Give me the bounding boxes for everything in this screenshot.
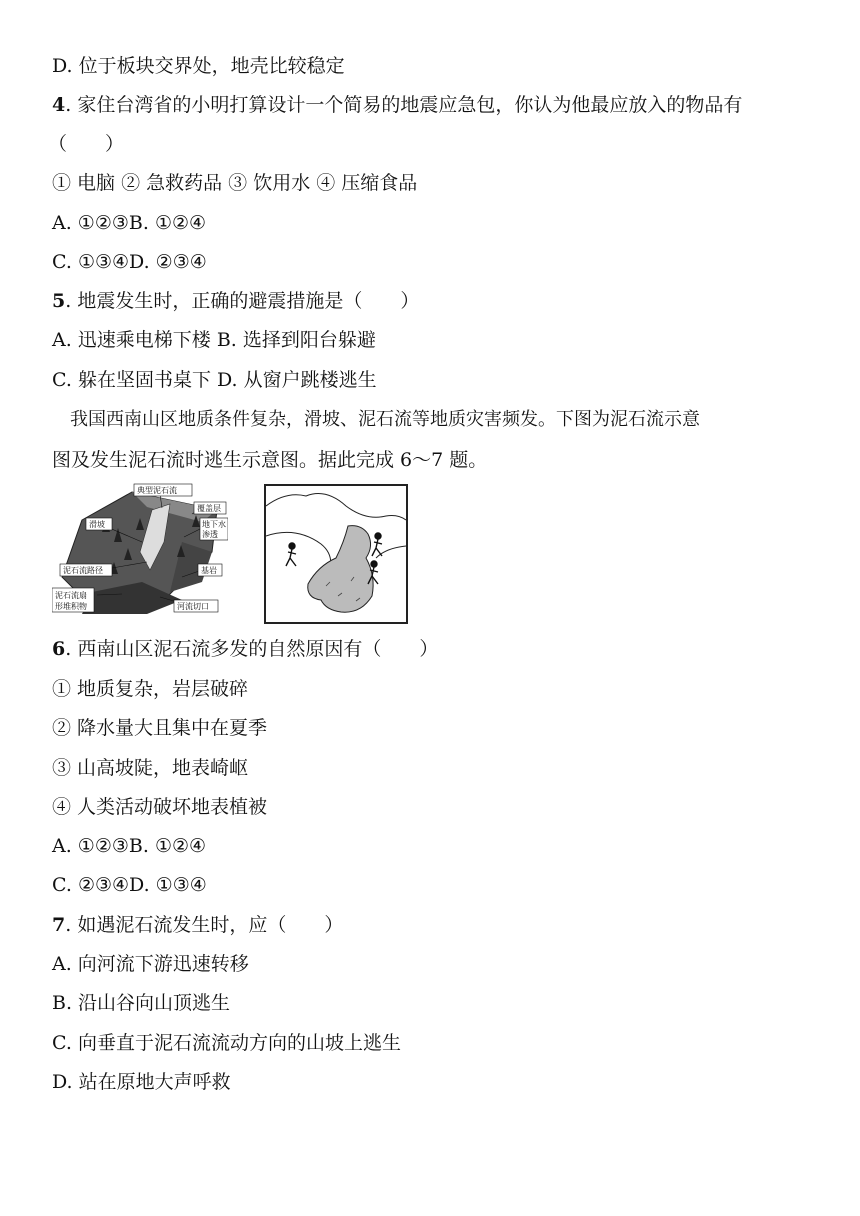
passage-line-2: 图及发生泥石流时逃生示意图。据此完成 6～7 题。 bbox=[52, 449, 488, 471]
question-4-paren: （ ） bbox=[48, 133, 125, 155]
question-7-number: 7 bbox=[52, 914, 66, 936]
question-5-options-cd: C. 躲在坚固书桌下 D. 从窗户跳楼逃生 bbox=[52, 369, 377, 391]
question-7-option-c: C. 向垂直于泥石流流动方向的山坡上逃生 bbox=[52, 1032, 401, 1054]
q3-option-d: D. 位于板块交界处，地壳比较稳定 bbox=[52, 55, 345, 77]
question-6-options-ab: A. ①②③B. ①②④ bbox=[52, 835, 207, 857]
escape-diagram bbox=[264, 484, 408, 624]
question-6-item-1: ① 地质复杂，岩层破碎 bbox=[52, 678, 249, 700]
question-6-options-cd: C. ②③④D. ①③④ bbox=[52, 874, 207, 896]
question-4-stem bbox=[52, 93, 742, 117]
question-6-item-2: ② 降水量大且集中在夏季 bbox=[52, 717, 268, 739]
question-6-item-3: ③ 山高坡陡，地表崎岖 bbox=[52, 757, 249, 779]
debris-flow-diagram bbox=[52, 482, 228, 622]
question-5-text: . 地震发生时，正确的避震措施是（ ） bbox=[65, 290, 420, 312]
question-7-stem bbox=[52, 913, 343, 937]
question-7-option-a: A. 向河流下游迅速转移 bbox=[52, 953, 249, 975]
label-groundwater-2: 渗透 bbox=[202, 530, 218, 539]
label-typical-debris-flow: 典型泥石流 bbox=[137, 486, 177, 495]
label-fan-2: 形堆积物 bbox=[55, 602, 87, 611]
question-5-options-ab: A. 迅速乘电梯下楼 B. 选择到阳台躲避 bbox=[52, 329, 376, 351]
question-7-option-d: D. 站在原地大声呼救 bbox=[52, 1071, 231, 1093]
label-debris-path: 泥石流路径 bbox=[63, 566, 103, 575]
question-4-number: 4 bbox=[52, 94, 66, 116]
label-river-incision: 河流切口 bbox=[177, 602, 209, 611]
label-landslide: 滑坡 bbox=[89, 520, 105, 529]
question-6-number: 6 bbox=[52, 638, 66, 660]
question-5-number: 5 bbox=[52, 290, 66, 312]
debris-flow-diagram-svg bbox=[52, 482, 228, 622]
question-4-items: ① 电脑 ② 急救药品 ③ 饮用水 ④ 压缩食品 bbox=[52, 172, 418, 194]
question-6-item-4: ④ 人类活动破坏地表植被 bbox=[52, 796, 268, 818]
question-6-stem bbox=[52, 637, 438, 661]
question-6-text: . 西南山区泥石流多发的自然原因有（ ） bbox=[65, 638, 439, 660]
question-4-options-ab: A. ①②③B. ①②④ bbox=[52, 212, 207, 234]
question-7-option-b: B. 沿山谷向山顶逃生 bbox=[52, 992, 231, 1014]
label-cover-layer: 覆盖层 bbox=[197, 504, 221, 513]
label-bedrock: 基岩 bbox=[201, 566, 217, 575]
question-4-options-cd: C. ①③④D. ②③④ bbox=[52, 251, 207, 273]
question-7-text: . 如遇泥石流发生时，应（ ） bbox=[65, 914, 344, 936]
label-fan-1: 泥石流扇 bbox=[55, 591, 87, 600]
label-groundwater-1: 地下水 bbox=[202, 520, 226, 529]
question-4-text: . 家住台湾省的小明打算设计一个简易的地震应急包，你认为他最应放入的物品有 bbox=[65, 94, 743, 116]
passage-line-1: 我国西南山区地质条件复杂，滑坡、泥石流等地质灾害频发。下图为泥石流示意 bbox=[52, 409, 700, 430]
question-5-stem bbox=[52, 289, 419, 313]
escape-diagram-svg bbox=[266, 486, 406, 622]
